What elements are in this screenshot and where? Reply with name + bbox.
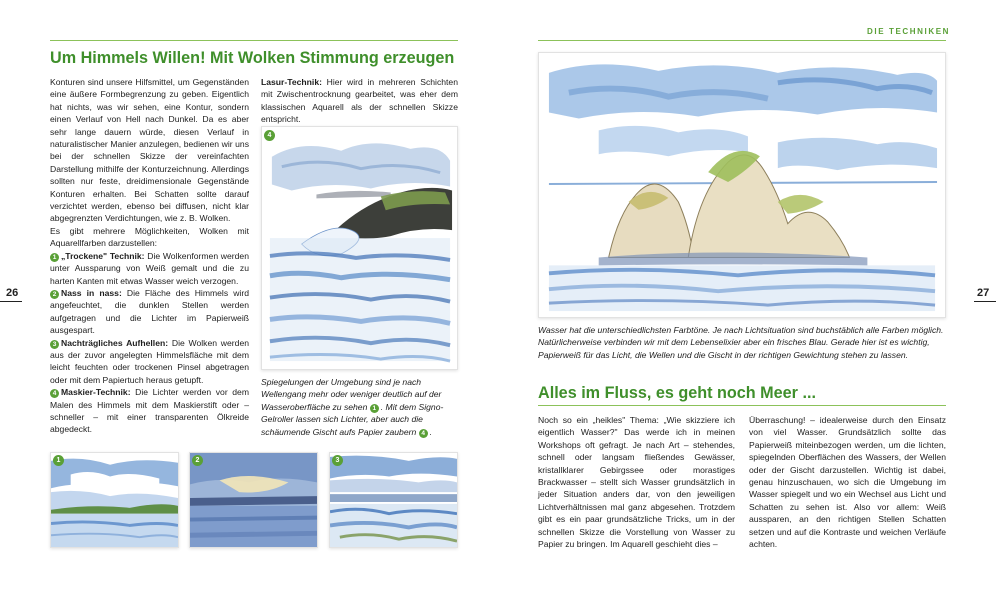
cloud-thumbnail-1 (50, 452, 179, 548)
lasur-paragraph (261, 76, 458, 126)
cloud-thumbnail-2-art (190, 453, 317, 547)
lasur-title: Lasur-Technik: (261, 77, 322, 87)
number-badge-1: 1 (50, 253, 59, 262)
technique-3 (50, 337, 249, 387)
technique-2 (50, 287, 249, 337)
right-margin-rule (974, 301, 996, 302)
left-heading: Um Himmels Willen! Mit Wolken Stimmung erzeugen (50, 49, 455, 67)
cloud-thumbnail-1-art (51, 453, 178, 547)
technique-1-text: Die Wolkenformen werden unter Aussparung von Weiß gemalt und die zu harten Kanten mit etwas Wasser weich verzogen. (50, 250, 249, 286)
technique-2-text: Die Fläche des Himmels wird angefeuchtet, die dunklen Stellen werden aufgetragen und die Lichter im Papierweiß ausgespart. (50, 287, 249, 336)
cloud-thumbnail-2 (189, 452, 318, 548)
technique-4 (50, 386, 249, 436)
page-number-left: 26 (6, 287, 19, 299)
caption-part-c: . Mit dem Signo-Gelroller lassen sich Lichter, aber auch die schäumende Gischt aufs Papier zaubern (261, 401, 444, 437)
left-column-1 (50, 76, 249, 436)
right-column-1: Noch so ein „heikles" Thema: „Wie skizziere ich eigentlich Wasser?" Das werde ich in meinen Workshops oft gefragt. Je nach Art – stehendes, schnell oder langsam fließendes Gewässer, kristallklarer Gebirgssee oder morastiges Brackwasser – stellt sich Wasser grundsätzlich in jeder Situation anders dar, von den jeweiligen Lichtverhältnissen mal ganz abgesehen. Trotzdem gibt es ein paar grundsätzliche Tricks, um in der schnellen Skizze die Vorstellung von Wasser zu Papier zu bringen. Im Aquarell geschieht dies – (538, 415, 735, 550)
page-number-right: 27 (977, 287, 990, 299)
figure-badge-4: 4 (264, 130, 275, 141)
caption-badge-1: 1 (370, 404, 379, 413)
section-tag: DIE TECHNIKEN (867, 27, 951, 36)
number-badge-4: 4 (50, 389, 59, 398)
lead-paragraph: Es gibt mehrere Möglichkeiten, Wolken mit Aquarellfarben darzustellen: (50, 225, 249, 249)
technique-4-text: Die Lichter werden vor dem Malen des Himmels mit dem Maskierstift oder – schneller – mit einer transparenten Ölkreide abgedeckt. (50, 387, 249, 435)
number-badge-2: 2 (50, 290, 59, 299)
technique-3-title: Nachträgliches Aufhellen: (61, 337, 169, 348)
technique-3-text: Die Wolken werden aus der zuvor angelegten Himmelsfläche mit dem leicht feuchten oder trockenen Pinsel abgetragen oder mit dem Papiertuch heraus getupft. (50, 337, 249, 385)
right-heading-rule (538, 405, 946, 406)
intro-paragraph: Konturen sind unsere Hilfsmittel, um Gegenständen eine äußere Formbegrenzung zu geben. Eigentlich hat nichts, was wir sehen, eine Kontur, sondern einen Verlauf von Hell nach Dunkel. Da es aber sehr lange dauern würde, diesen Verlauf in naturalistischer Manier anzulegen, bedienen wir uns bei der schnellen Skizze der vereinfachten Darstellung mithilfe der Konturzeichnung. Allerdings sollten nur feste, dreidimensionale Gegenstände Konturen erhalten. Bei Schatten sollte darauf verzichtet werden, ebenso bei diffusen, nicht klar abgegrenzten Verdichtungen, wie z. B. Wolken. (50, 77, 249, 224)
right-heading: Alles im Fluss, es geht noch Meer ... (538, 384, 816, 402)
cloud-thumbnail-3 (329, 452, 458, 548)
technique-4-title: Maskier-Technik: (61, 387, 131, 398)
number-badge-3: 3 (50, 340, 59, 349)
wave-painting (261, 126, 458, 370)
sea-rocks-painting-art (539, 53, 945, 317)
wave-painting-caption (261, 376, 458, 438)
figure-badge-2: 2 (192, 455, 203, 466)
right-top-rule (538, 40, 946, 41)
left-top-rule (50, 40, 458, 41)
sea-rocks-painting (538, 52, 946, 318)
wave-painting-art (262, 127, 457, 369)
figure-badge-3: 3 (332, 455, 343, 466)
technique-1-title: „Trockene" Technik: (61, 250, 145, 261)
lasur-text: Hier wird in mehreren Schichten mit Zwischentrocknung gearbeitet, was eher dem klassischen Aquarell als der schnellen Skizze entspricht. (261, 77, 458, 125)
cloud-thumbnail-3-art (330, 453, 457, 547)
caption-badge-4: 4 (419, 429, 428, 438)
technique-1 (50, 250, 249, 287)
right-column-2: Überraschung! – idealerweise durch den Einsatz von viel Wasser. Grundsätzlich sollte das Papierweiß miteinbezogen werden, um die lichten, spiegelnden Oberflächen des Wassers, der Wellen oder der Gischt darzustellen. Wichtig ist dabei, genau hinzuschauen, wo sich die Umgebung im Wasser spiegelt und wo ein Wechsel aus Licht und Schatten zu sehen ist. Also vor allem: Weiß aussparen, an den richtigen Stellen Schatten setzen und auf die Kontraste und weichen Verläufe achten. (749, 415, 946, 550)
sea-rocks-caption: Wasser hat die unterschiedlichsten Farbtöne. Je nach Lichtsituation sind buchstäblich alle Farben möglich. Natürlicherweise verbinden wir mit dem Lebenselixier aber ein frisches Blau. Gerade hier ist es wichtig, Papierweiß für das Licht, die Wellen und die Gischt in der richtigen Gewichtung stehen zu lassen. (538, 325, 944, 360)
left-margin-rule (0, 301, 22, 302)
caption-part-a: Spiegelungen der Umgebung sind je nach Wellengang mehr oder weniger deutlich auf der Wasseroberfläche zu sehen (261, 377, 442, 412)
technique-2-title: Nass in nass: (61, 287, 122, 298)
figure-badge-1: 1 (53, 455, 64, 466)
caption-part-d: . (429, 426, 433, 437)
